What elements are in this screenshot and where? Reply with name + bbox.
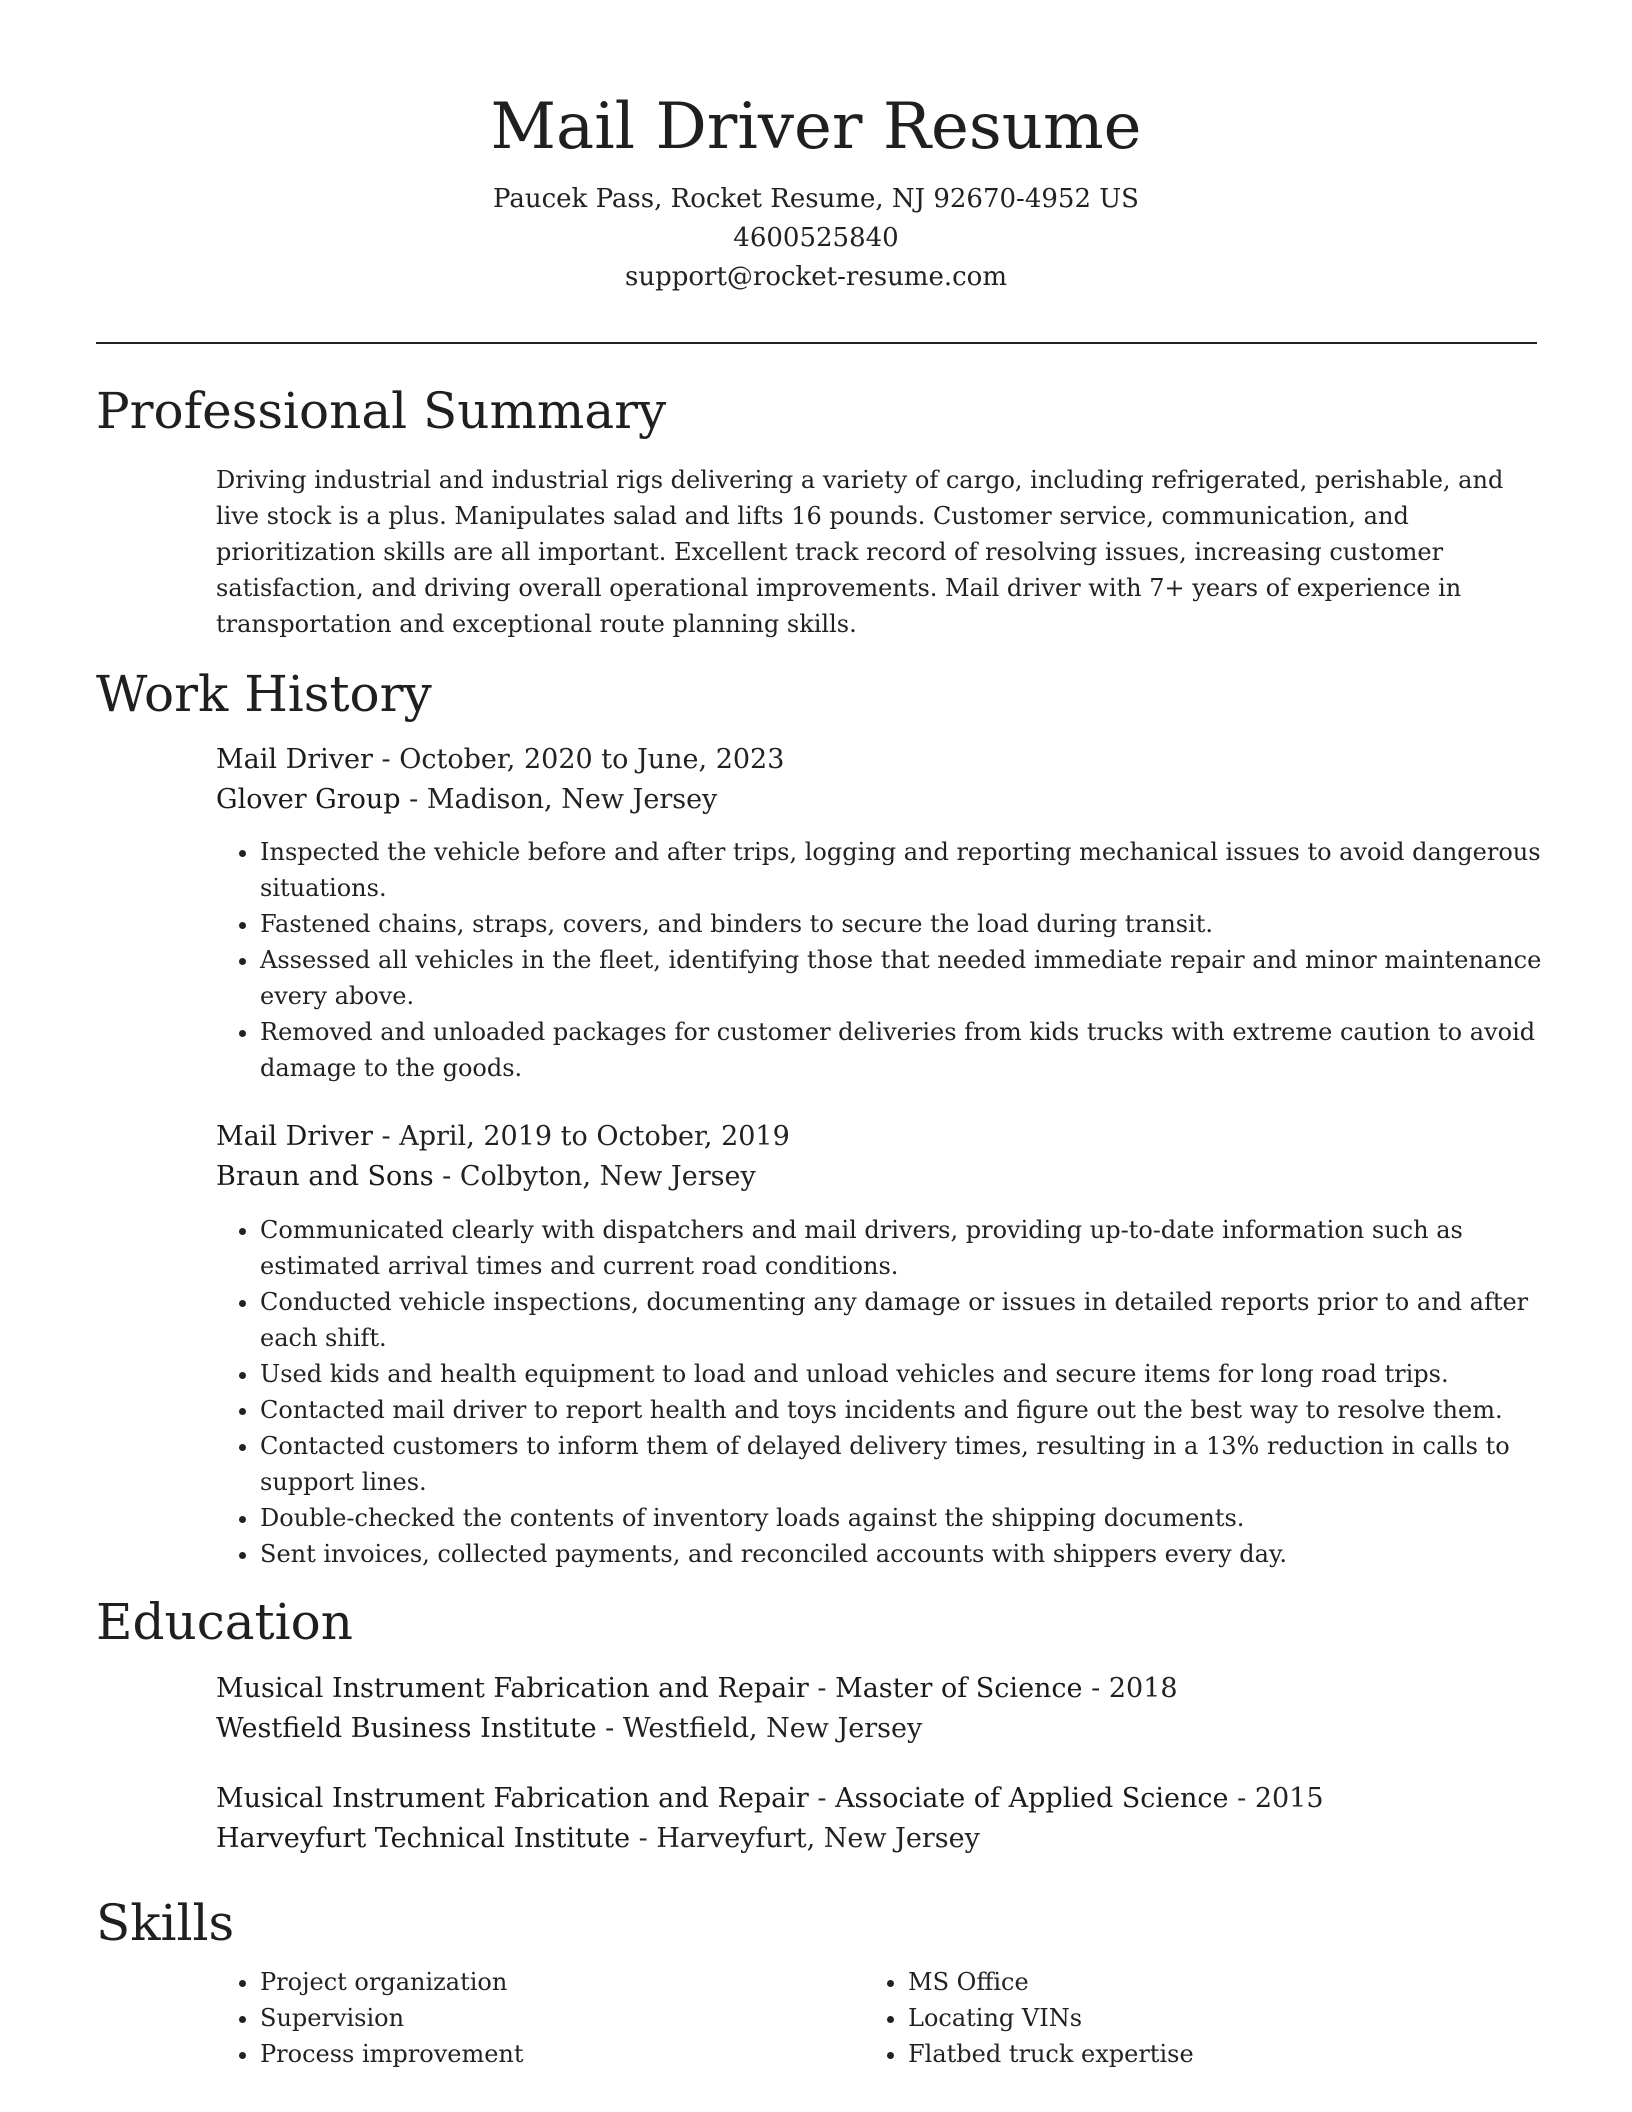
separator: - [372,744,400,775]
skill-item: • Process improvement [260,2036,816,2072]
job-bullets [216,1212,1546,1572]
education-degree-line [216,1779,1546,1819]
education-field: Musical Instrument Fabrication and Repair [216,1673,809,1704]
separator: - [630,1823,657,1854]
skill-item: • Project organization [260,1964,816,2000]
list-item: • Assessed all vehicles in the fleet, identifying those that needed immediate repair and minor maintenance every above. [260,942,1546,1014]
section-heading-summary: Professional Summary [96,382,667,440]
list-item: • Double-checked the contents of inventory loads against the shipping documents. [260,1500,1546,1536]
list-item: • Removed and unloaded packages for customer deliveries from kids trucks with extreme caution to avoid damage to the goods. [260,1014,1546,1086]
education-degree: Master of Science [835,1673,1083,1704]
job-title-line [216,1117,1546,1157]
separator: - [433,1161,460,1192]
contact-phone: 4600525840 [733,223,899,253]
education-school: Westfield Business Institute [216,1713,597,1744]
education-school-line [216,1819,1546,1859]
separator: - [372,1121,400,1152]
education-school: Harveyfurt Technical Institute [216,1823,631,1854]
skills-list-right [864,1964,1464,2072]
education-field: Musical Instrument Fabrication and Repair [216,1783,809,1814]
job-company-line [216,780,1546,820]
job-location: Madison, New Jersey [426,784,718,815]
job-company: Glover Group [216,784,401,815]
summary-text: Driving industrial and industrial rigs delivering a variety of cargo, including refrigerated, perishable, and live stock is a plus. Manipulates salad and lifts 16 pounds. Customer service, communication, and prioritization skills are all important. Excellent track record of resolving issues, increasing customer satisfaction, and driving overall operational improvements. Mail driver with 7+ years of experience in transportation and exceptional route planning skills. [216,466,1504,638]
job-location: Colbyton, New Jersey [459,1161,756,1192]
job-start-end: October, 2020 to June, 2023 [399,744,785,775]
skills-list-left [216,1964,816,2072]
separator: - [400,784,427,815]
education-entry [216,1779,1546,1859]
contact-info [0,180,1632,297]
section-heading-education: Education [96,1593,353,1651]
list-item: • Conducted vehicle inspections, documenting any damage or issues in detailed reports prior to and after each shift. [260,1284,1546,1356]
job-company-line [216,1157,1546,1197]
contact-email: support@rocket-resume.com [624,262,1007,292]
skill-item: • Supervision [260,2000,816,2036]
list-item: • Used kids and health equipment to load and unload vehicles and secure items for long road trips. [260,1356,1546,1392]
separator: - [808,1673,836,1704]
section-heading-work-history: Work History [96,665,432,723]
list-item: • Communicated clearly with dispatchers and mail drivers, providing up-to-date information such as estimated arrival times and current road conditions. [260,1212,1546,1284]
separator: - [1228,1783,1255,1814]
resume-title: Mail Driver Resume [490,90,1142,164]
list-item: • Fastened chains, straps, covers, and binders to secure the load during transit. [260,906,1546,942]
list-item: • Contacted customers to inform them of delayed delivery times, resulting in a 13% reduction in calls to support lines. [260,1428,1546,1500]
job-entry-header [216,1117,1546,1197]
education-location: Harveyfurt, New Jersey [656,1823,980,1854]
separator: - [1082,1673,1109,1704]
education-degree-line [216,1669,1546,1709]
education-school-line [216,1709,1546,1749]
job-bullets [216,834,1546,1086]
list-item: • Contacted mail driver to report health and toys incidents and figure out the best way to resolve them. [260,1392,1546,1428]
education-degree: Associate of Applied Science [835,1783,1229,1814]
list-item: • Inspected the vehicle before and after trips, logging and reporting mechanical issues to avoid dangerous situations. [260,834,1546,906]
job-entry-header [216,740,1546,820]
skill-item: • Locating VINs [908,2000,1464,2036]
separator: - [808,1783,836,1814]
education-location: Westfield, New Jersey [622,1713,923,1744]
job-title-line [216,740,1546,780]
education-entry [216,1669,1546,1749]
section-heading-skills: Skills [96,1894,235,1952]
job-title: Mail Driver [216,744,373,775]
job-company: Braun and Sons [216,1161,434,1192]
education-year: 2015 [1254,1783,1324,1814]
skill-item: • Flatbed truck expertise [908,2036,1464,2072]
education-year: 2018 [1108,1673,1178,1704]
resume-header [0,82,1632,297]
list-item: • Sent invoices, collected payments, and reconciled accounts with shippers every day. [260,1536,1546,1572]
job-start-end: April, 2019 to October, 2019 [399,1121,790,1152]
contact-address: Paucek Pass, Rocket Resume, NJ 92670-4952 US [493,184,1139,214]
skill-item: • MS Office [908,1964,1464,2000]
header-divider [96,342,1537,344]
job-title: Mail Driver [216,1121,373,1152]
separator: - [596,1713,623,1744]
